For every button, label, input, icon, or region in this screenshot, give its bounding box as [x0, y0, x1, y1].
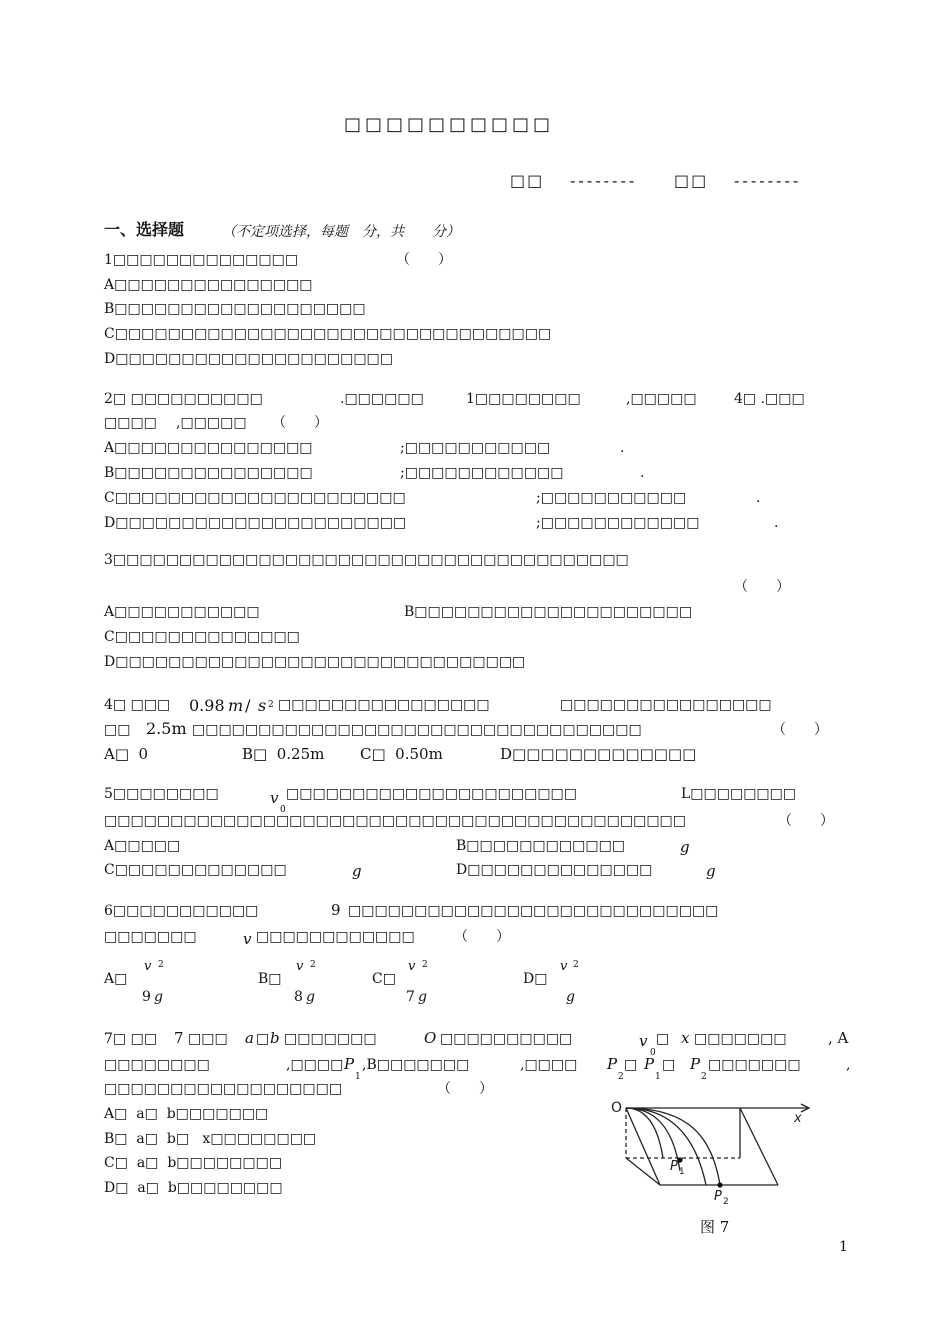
- q7-line3: □□□□□□□□□□□□□□□□□□: [104, 1081, 343, 1097]
- q4-height: 2.5m: [146, 719, 187, 738]
- q3-stem: 3□□□□□□□□□□□□□□□□□□□□□□□□□□□□□□□□□□□□□□□: [104, 552, 629, 568]
- q5-option-d: D□□□□□□□□□□□□□□: [456, 862, 653, 878]
- q2-option-c-dot: .: [756, 490, 761, 506]
- q2-option-d-part2: ;□□□□□□□□□□□□: [536, 515, 700, 531]
- q6-frac-g: g: [154, 989, 163, 1005]
- q7-option-a: A□ a□ b□□□□□□□: [104, 1106, 269, 1122]
- q7-number: 7□ □□: [104, 1031, 158, 1047]
- q2-stem2-b: ,□□□□□: [176, 415, 247, 431]
- q2-stem-a: 2□ □□□□□□□□□□: [104, 391, 263, 407]
- q7-line2-a: □□□□□□□□: [104, 1057, 210, 1073]
- left-front-edge: [626, 1108, 660, 1185]
- left-bottom-edge: [626, 1158, 660, 1185]
- q4-stem-b: □□□□□□□□□□□□□□□□: [278, 697, 490, 713]
- fig-p2-sub: 2: [723, 1197, 729, 1207]
- q7-x-label: x: [681, 1029, 690, 1047]
- q4-option-c: C□ 0.50m: [360, 745, 443, 763]
- q4-unit-slash: /: [240, 696, 256, 715]
- q4-unit-s: s: [258, 696, 267, 715]
- q5-v: v: [270, 789, 279, 807]
- q2-stem-e: 4□ .□□□: [734, 391, 805, 407]
- q2-stem-d: ,□□□□□: [626, 391, 697, 407]
- q7-o-label: O: [424, 1029, 437, 1047]
- name-blank[interactable]: --------: [734, 171, 802, 190]
- q2-option-b-dot: .: [640, 465, 645, 481]
- q6-frac-num: v: [560, 959, 568, 974]
- q3-option-c: C□□□□□□□□□□□□□□: [104, 629, 300, 645]
- q4-line2-a: □□: [104, 722, 131, 738]
- q7-comma: ,: [846, 1057, 851, 1073]
- q5-option-b: B□□□□□□□□□□□□: [456, 838, 626, 854]
- q6-option-label: D□: [523, 971, 548, 987]
- q4-stem-c: □□□□□□□□□□□□□□□□: [560, 697, 772, 713]
- q4-number: 4□ □□□: [104, 697, 171, 713]
- fig-p1-sub: 1: [679, 1167, 685, 1177]
- q7-option-c: C□ a□ b□□□□□□□□: [104, 1155, 283, 1171]
- section-note: （不定项选择，每题 分，共 分）: [222, 224, 460, 240]
- q5-number: 5□□□□□□□□: [104, 786, 219, 802]
- q4-line2-b: □□□□□□□□□□□□□□□□□□□□□□□□□□□□□□□□□□: [192, 722, 642, 738]
- q7-sep: □: [256, 1031, 270, 1047]
- q5-stem-b: □□□□□□□□□□□□□□□□□□□□□□: [286, 786, 578, 802]
- class-blank[interactable]: --------: [570, 171, 638, 190]
- q7-w5: □□□□□□□: [694, 1031, 787, 1047]
- point-p1: [677, 1157, 682, 1162]
- point-p2: [717, 1182, 722, 1187]
- section-heading: 一、选择题: [104, 220, 185, 239]
- q7-line2-e: □: [624, 1057, 638, 1073]
- q5-option-a: A□□□□□: [104, 838, 181, 854]
- q2-option-c: C□□□□□□□□□□□□□□□□□□□□□□: [104, 490, 406, 506]
- q6-frac-exp: 2: [310, 960, 316, 970]
- q7-line2-c: ,B□□□□□□□: [362, 1057, 470, 1073]
- q7-p2-again-sub: 2: [701, 1072, 707, 1082]
- name-label: □□: [674, 171, 709, 190]
- q1-option-b: B□□□□□□□□□□□□□□□□□□□: [104, 301, 366, 317]
- q2-option-d-dot: .: [774, 515, 779, 531]
- q6-bracket: （ ）: [454, 929, 510, 945]
- q7-v: v: [639, 1032, 648, 1050]
- page-number: 1: [839, 1239, 848, 1255]
- q6-stem-b: □□□□□□□□□□□□□□□□□□□□□□□□□□□□: [348, 903, 719, 919]
- q2-stem2-a: □□□□: [104, 415, 157, 431]
- q7-p1: P: [344, 1055, 355, 1073]
- q5-option-c: C□□□□□□□□□□□□□: [104, 862, 287, 878]
- q4-unit-exp: 2: [268, 700, 274, 710]
- q5-option-d-g: g: [706, 862, 716, 880]
- q7-line2-d: ,□□□□: [520, 1057, 578, 1073]
- q6-option-label: B□: [258, 971, 282, 987]
- q1-option-c: C□□□□□□□□□□□□□□□□□□□□□□□□□□□□□□□□□: [104, 326, 552, 342]
- q7-w1: □□□: [188, 1031, 228, 1047]
- q7-p1-again: P: [644, 1055, 655, 1073]
- q2-option-c-part2: ;□□□□□□□□□□□: [536, 490, 687, 506]
- q7-v-sub: 0: [650, 1048, 656, 1058]
- page-title: □□□□□□□□□□: [344, 114, 555, 135]
- q2-option-b-part2: ;□□□□□□□□□□□□: [400, 465, 564, 481]
- fig-x-label: x: [794, 1111, 802, 1126]
- q6-line2-a: □□□□□□□: [104, 929, 197, 945]
- q7-fig-ref: 7: [174, 1029, 184, 1047]
- q5-stem-c: L□□□□□□□□: [681, 786, 797, 802]
- q7-option-b: B□ a□ b□ x□□□□□□□□: [104, 1131, 317, 1147]
- class-label: □□: [510, 171, 545, 190]
- q7-line2-b: ,□□□□: [286, 1057, 344, 1073]
- q4-option-b: B□ 0.25m: [242, 745, 325, 763]
- q3-option-a: A□□□□□□□□□□□: [104, 604, 260, 620]
- q6-v: v: [243, 930, 252, 948]
- q2-stem-c: 1□□□□□□□□: [466, 391, 581, 407]
- right-slant-edge: [740, 1108, 778, 1185]
- q7-p2: P: [607, 1055, 618, 1073]
- q7-w4: □: [656, 1031, 670, 1047]
- q2-option-a-part2: ;□□□□□□□□□□□: [400, 440, 551, 456]
- q6-frac-den: 7: [406, 989, 415, 1005]
- q6-frac-num: v: [296, 959, 304, 974]
- q3-bracket: （ ）: [734, 579, 790, 595]
- trajectory-2: [626, 1108, 706, 1185]
- q6-frac-num: v: [408, 959, 416, 974]
- q4-option-d: D□□□□□□□□□□□□□: [500, 745, 697, 763]
- q1-option-a: A□□□□□□□□□□□□□□□: [104, 277, 313, 293]
- q7-w3: □□□□□□□□□□: [440, 1031, 573, 1047]
- q6-frac-exp: 2: [573, 960, 579, 970]
- q4-bracket: （ ）: [772, 722, 828, 738]
- q7-bracket: （ ）: [437, 1081, 493, 1097]
- q2-option-b: B□□□□□□□□□□□□□□□: [104, 465, 313, 481]
- q6-nine: 9: [331, 901, 341, 919]
- q1-bracket: （ ）: [396, 252, 452, 268]
- q7-p1-sub: 1: [355, 1072, 361, 1082]
- q5-option-b-g: g: [680, 838, 690, 856]
- q7-b-label: b: [270, 1029, 280, 1047]
- q7-p1-again-sub: 1: [655, 1072, 661, 1082]
- q7-comma-a: , A: [828, 1029, 849, 1047]
- q7-line2-g: □□□□□□□: [708, 1057, 801, 1073]
- q6-number: 6□□□□□□□□□□□: [104, 903, 259, 919]
- q6-option-label: C□: [372, 971, 396, 987]
- q1-stem: 1□□□□□□□□□□□□□□: [104, 252, 299, 268]
- q6-frac-g: g: [566, 989, 575, 1005]
- q5-option-c-g: g: [352, 862, 362, 880]
- q6-frac-den: 8: [294, 989, 303, 1005]
- q5-v-sub: 0: [280, 805, 286, 815]
- figure-7-diagram: [608, 1096, 828, 1216]
- q6-frac-exp: 2: [158, 960, 164, 970]
- fig-o-label: O: [611, 1100, 623, 1116]
- q5-bracket: （ ）: [778, 813, 834, 829]
- q7-p2-sub: 2: [618, 1072, 624, 1082]
- q7-p2-again: P: [690, 1055, 701, 1073]
- q6-option-label: A□: [104, 971, 128, 987]
- q6-frac-g: g: [306, 989, 315, 1005]
- q2-option-a-dot: .: [620, 440, 625, 456]
- q7-line2-f: □: [662, 1057, 676, 1073]
- q6-frac-g: g: [418, 989, 427, 1005]
- q2-option-d: D□□□□□□□□□□□□□□□□□□□□□□: [104, 515, 407, 531]
- q7-option-d: D□ a□ b□□□□□□□□: [104, 1180, 283, 1196]
- figure-7-caption: 图 7: [700, 1218, 730, 1236]
- fig-p1-label: P: [670, 1159, 678, 1174]
- q5-line2: □□□□□□□□□□□□□□□□□□□□□□□□□□□□□□□□□□□□□□□□□□□□: [104, 813, 687, 829]
- q1-option-d: D□□□□□□□□□□□□□□□□□□□□□: [104, 351, 394, 367]
- q3-option-d: D□□□□□□□□□□□□□□□□□□□□□□□□□□□□□□□: [104, 654, 526, 670]
- q2-stem-b: .□□□□□□: [340, 391, 424, 407]
- q6-frac-exp: 2: [422, 960, 428, 970]
- q4-option-a: A□ 0: [104, 745, 149, 763]
- q7-a-label: a: [245, 1029, 254, 1047]
- q3-option-b: B□□□□□□□□□□□□□□□□□□□□□: [404, 604, 693, 620]
- q6-frac-num: v: [144, 959, 152, 974]
- q7-w2: □□□□□□□: [284, 1031, 377, 1047]
- q2-bracket: （ ）: [272, 415, 328, 431]
- q6-line2-b: □□□□□□□□□□□□: [256, 929, 415, 945]
- q6-frac-den: 9: [142, 989, 151, 1005]
- q4-unit-m: m: [228, 696, 244, 715]
- fig-p2-label: P: [714, 1189, 722, 1204]
- q2-option-a: A□□□□□□□□□□□□□□□: [104, 440, 313, 456]
- q4-accel-value: 0.98: [189, 696, 225, 715]
